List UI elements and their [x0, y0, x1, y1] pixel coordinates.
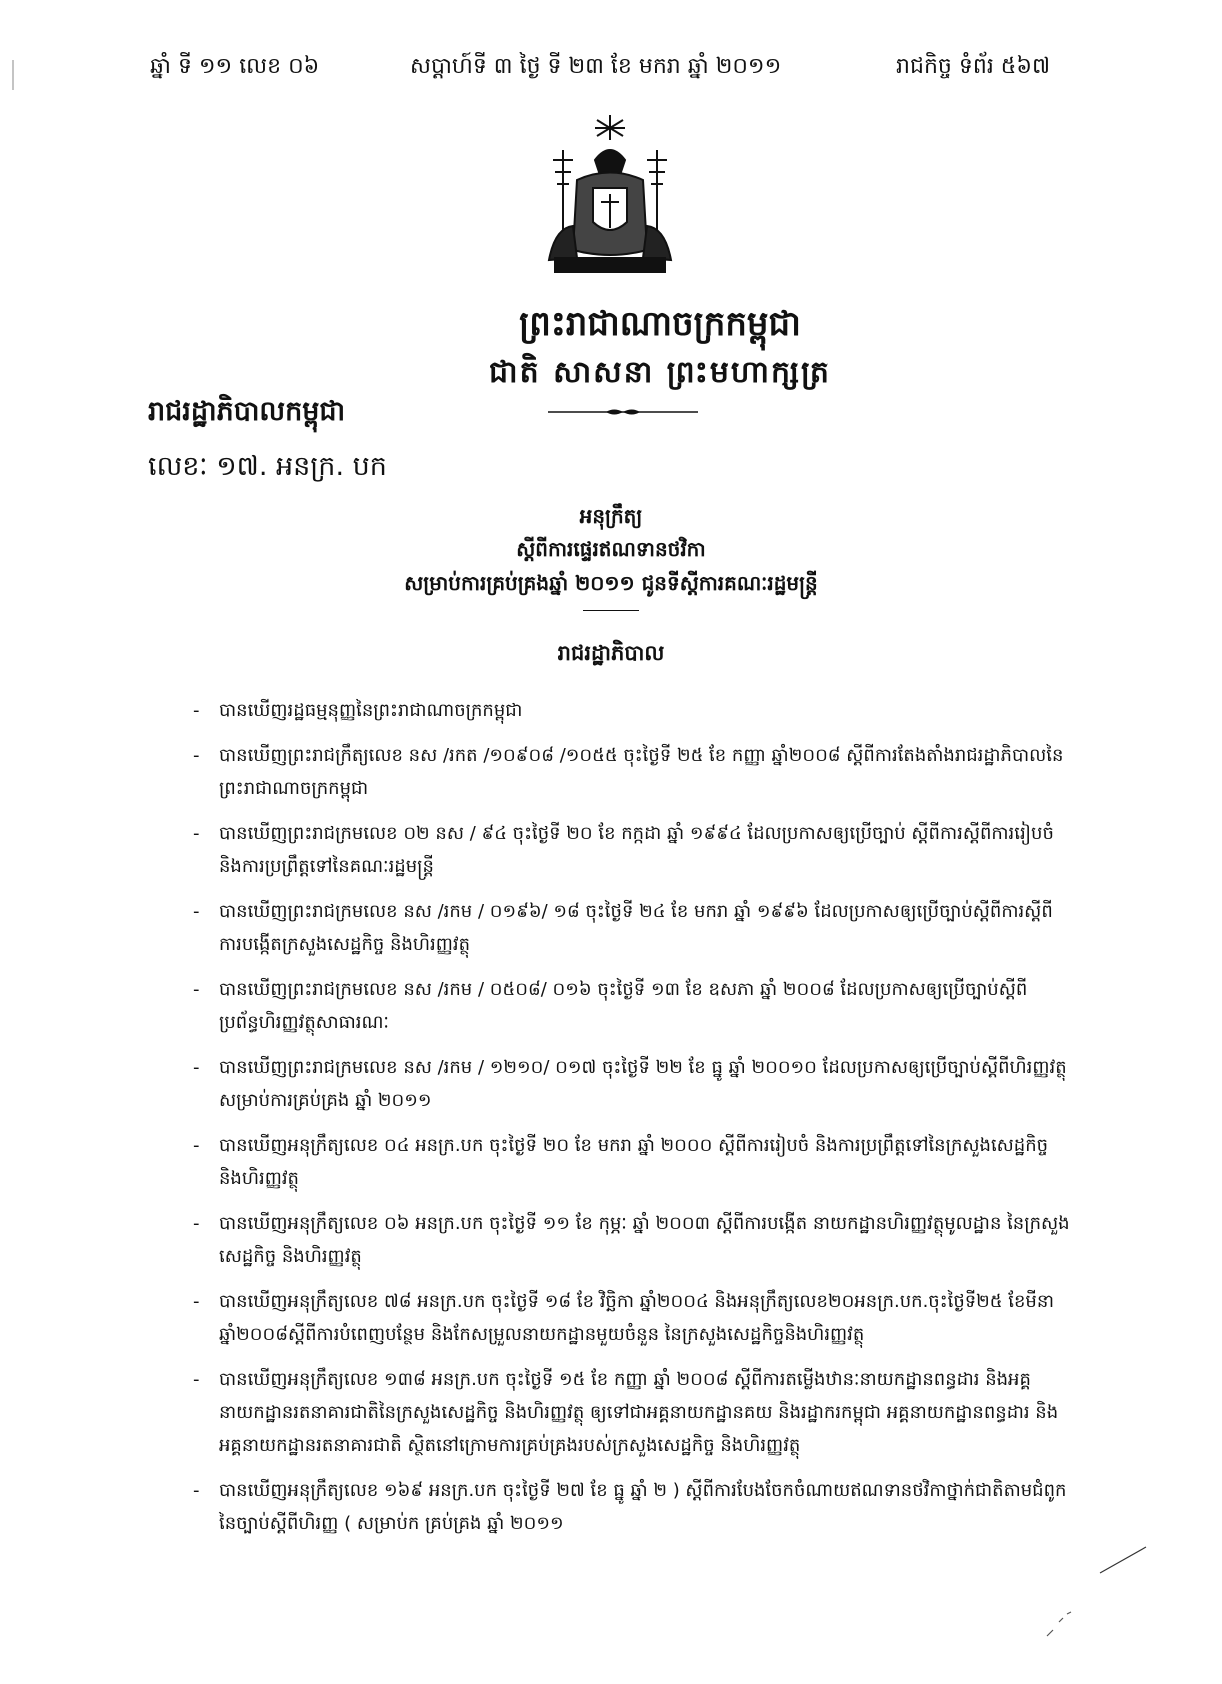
national-motto: ជាតិ សាសនា ព្រះមហាក្សត្រ — [489, 355, 831, 390]
consideration-item: - បានឃើញអនុក្រឹត្យលេខ ១៦៩ អនក្រ.បក ចុះថ្ងៃទី ២៧ ខែ ធ្នូ ឆ្នាំ ២ ) ស្តីពីការបែងចែកចំណាយឥណទានថវិកាថ្នាក់ជាតិតាមជំពូកនៃច្បាប់ស្តីពីហិរញ្ញ ( សម្រាប់ក គ្រប់គ្រង ឆ្នាំ ២០១១ — [193, 1474, 1073, 1540]
issuing-authority: រាជរដ្ឋាភិបាល — [557, 641, 665, 665]
gazette-date: សប្តាហ៍ទី ៣ ថ្ងៃ ទី ២៣ ខែ មករា ឆ្នាំ ២០១១ — [410, 54, 782, 79]
gazette-page-number: រាជកិច្ច ទំព័រ ៥៦៧ — [896, 54, 1050, 79]
consideration-item: - បានឃើញព្រះរាជក្រមលេខ ០២ នស / ៩៤ ចុះថ្ងៃទី ២០ ខែ កក្កដា ឆ្នាំ ១៩៩៤ ដែលប្រកាសឲ្យប្រើច្បាប់ ស្តីពីការស្តីពីការរៀបចំ និងការប្រព្រឹត្តទៅនៃគណៈរដ្ឋមន្ត្រី — [193, 817, 1073, 883]
consideration-item: - បានឃើញអនុក្រឹត្យលេខ ១៣៨ អនក្រ.បក ចុះថ្ងៃទី ១៥ ខែ កញ្ញា ឆ្នាំ ២០០៨ ស្តីពីការតម្លើងឋានៈនាយកដ្ឋានពន្ធដារ និងអគ្គនាយកដ្ឋានរតនាគារជាតិនៃក្រសួងសេដ្ឋកិច្ច និងហិរញ្ញវត្ថុ ឲ្យទៅជាអគ្គនាយកដ្ឋានគយ និងរដ្ឋាករកម្ពុជា អគ្គនាយកដ្ឋានពន្ធដារ និងអគ្គនាយកដ្ឋានរតនាគារជាតិ ស្ថិតនៅក្រោមការគ្រប់គ្រងរបស់ក្រសួងសេដ្ឋកិច្ច និងហិរញ្ញវត្ថុ — [193, 1363, 1073, 1462]
document-type: អនុក្រឹត្យ — [579, 504, 643, 528]
kingdom-name: ព្រះរាជាណាចក្រកម្ពុជា — [519, 304, 801, 344]
gazette-header — [150, 52, 1050, 92]
scan-mark — [10, 60, 16, 90]
considerations-list — [193, 694, 1073, 1552]
scan-mark — [1098, 1545, 1148, 1575]
consideration-item: - បានឃើញរដ្ឋធម្មនុញ្ញនៃព្រះរាជាណាចក្រកម្ពុជា — [193, 694, 1073, 727]
reference-number: លេខៈ ១៧. អនក្រ. បក — [148, 451, 387, 482]
ornamental-divider — [548, 407, 698, 417]
scan-mark — [1045, 1610, 1075, 1640]
gazette-issue: ឆ្នាំ ទី ១១ លេខ ០៦ — [150, 54, 320, 79]
consideration-item: - បានឃើញអនុក្រឹត្យលេខ ៧៨ អនក្រ.បក ចុះថ្ងៃទី ១៨ ខែ វិច្ឆិកា ឆ្នាំ២០០៤ និងអនុក្រឹត្យលេខ២០អនក្រ.បក.ចុះថ្ងៃទី២៥ ខែមីនាឆ្នាំ២០០៨ស្តីពីការបំពេញបន្ថែម និងកែសម្រួលនាយកដ្ឋានមួយចំនួន នៃក្រសួងសេដ្ឋកិច្ចនិងហិរញ្ញវត្ថុ — [193, 1285, 1073, 1351]
consideration-item: - បានឃើញអនុក្រឹត្យលេខ ០៦ អនក្រ.បក ចុះថ្ងៃទី ១១ ខែ កុម្ភៈ ឆ្នាំ ២០០៣ ស្តីពីការបង្កើត នាយកដ្ឋានហិរញ្ញវត្ថុមូលដ្ឋាន នៃក្រសួងសេដ្ឋកិច្ច និងហិរញ្ញវត្ថុ — [193, 1207, 1073, 1273]
government-name: រាជរដ្ឋាភិបាលកម្ពុជា — [148, 396, 346, 427]
document-subject: ស្តីពីការផ្ទេរឥណទានថវិកា — [516, 537, 706, 561]
title-rule — [583, 610, 639, 611]
royal-coat-of-arms-icon — [535, 110, 685, 280]
consideration-item: - បានឃើញព្រះរាជក្រមលេខ នស /រកម / ០១៩៦/ ១៨ ចុះថ្ងៃទី ២៤ ខែ មករា ឆ្នាំ ១៩៩៦ ដែលប្រកាសឲ្យប្រើច្បាប់ស្តីពីការស្តីពីការបង្កើតក្រសួងសេដ្ឋកិច្ច និងហិរញ្ញវត្ថុ — [193, 895, 1073, 961]
document-subject-detail: សម្រាប់ការគ្រប់គ្រងឆ្នាំ ២០១១ ជូនទីស្តីការគណៈរដ្ឋមន្ត្រី — [404, 571, 818, 595]
consideration-item: - បានឃើញព្រះរាជក្រឹត្យលេខ នស /រកត /១០៩០៨ /១០៥៥ ចុះថ្ងៃទី ២៥ ខែ កញ្ញា ឆ្នាំ២០០៨ ស្តីពីការតែងតាំងរាជរដ្ឋាភិបាលនៃព្រះរាជាណាចក្រកម្ពុជា — [193, 739, 1073, 805]
consideration-item: - បានឃើញអនុក្រឹត្យលេខ ០៤ អនក្រ.បក ចុះថ្ងៃទី ២០ ខែ មករា ឆ្នាំ ២០០០ ស្តីពីការរៀបចំ និងការប្រព្រឹត្តទៅនៃក្រសួងសេដ្ឋកិច្ច និងហិរញ្ញវត្ថុ — [193, 1129, 1073, 1195]
consideration-item: - បានឃើញព្រះរាជក្រមលេខ នស /រកម / ១២១០/ ០១៧ ចុះថ្ងៃទី ២២ ខែ ធ្នូ ឆ្នាំ ២០០១០ ដែលប្រកាសឲ្យប្រើច្បាប់ស្តីពីហិរញ្ញវត្ថុ សម្រាប់ការគ្រប់គ្រង ឆ្នាំ ២០១១ — [193, 1051, 1073, 1117]
consideration-item: - បានឃើញព្រះរាជក្រមលេខ នស /រកម / ០៥០៨/ ០១៦ ចុះថ្ងៃទី ១៣ ខែ ឧសភា ឆ្នាំ ២០០៨ ដែលប្រកាសឲ្យប្រើច្បាប់ស្តីពីប្រព័ន្ធហិរញ្ញវត្ថុសាធារណៈ — [193, 973, 1073, 1039]
